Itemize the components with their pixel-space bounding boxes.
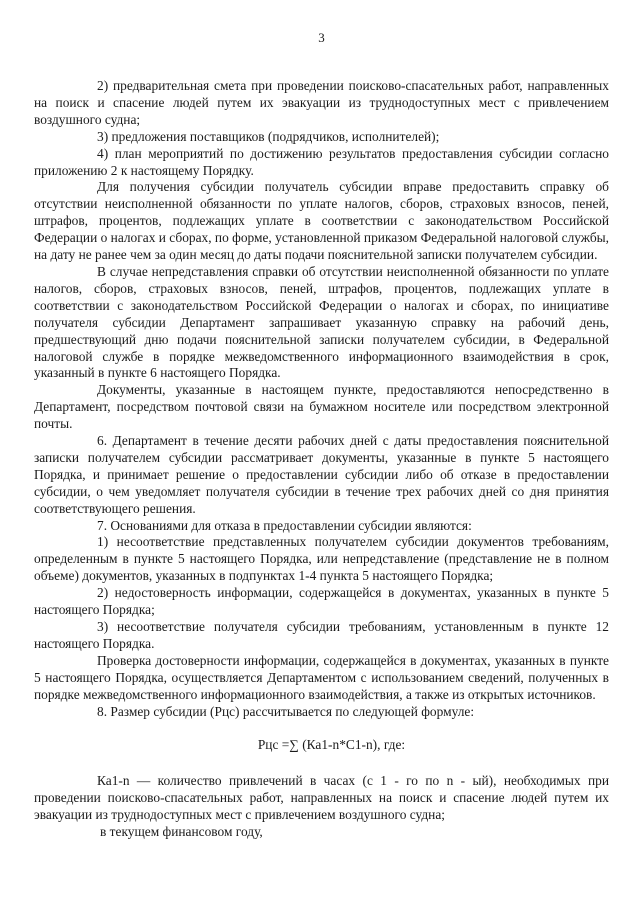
paragraph-item-7-heading: 7. Основаниями для отказа в предоставлении субсидии являются: [97, 517, 472, 533]
paragraph-verification: Проверка достоверности информации, содержащейся в документах, указанных в пункте 5 настоящего Порядка, осуществляется Департаментом с использованием сведений, полученных в порядке межведомственного информационного взаимодействия, а также из открытых источников. [34, 652, 609, 702]
subsidy-formula: Рцс =∑ (Ка1-n*C1-n), где: [257, 737, 406, 753]
page-number: 3 [318, 30, 325, 45]
paragraph-refusal-reason-2: 2) недостоверность информации, содержащейся в документах, указанных в пункте 5 настоящего Порядка; [34, 585, 609, 618]
paragraph-tax-certificate-request: В случае непредставления справки об отсутствии неисполненной обязанности по уплате налогов, сборов, страховых взносов, пеней, штрафов, процентов, подлежащих уплате в соответствии с законодательством Российской Федерации о налогах и сборах, по инициативе получателя субсидии Департамент запрашивает указанную справку на рабочий день, предшествующий дню подачи пояснительной записки получателем субсидии, в Федеральной налоговой службе в порядке межведомственного информационного взаимодействия в срок, указанный в пункте 6 настоящего Порядка. [34, 263, 609, 381]
paragraph-estimate: 2) предварительная смета при проведении поисково-спасательных работ, направленных на поиск и спасение людей путем их эвакуации из труднодоступных мест с привлечением воздушного судна; [34, 78, 609, 127]
document-body [34, 78, 609, 841]
paragraph-item-6: 6. Департамент в течение десяти рабочих дней с даты предоставления пояснительной записки получателем субсидии рассматривает документы, указанные в пункте 5 настоящего Порядка, и принимает решение о предоставлении субсидии либо об отказе в предоставлении субсидии, о чем уведомляет получателя субсидии в течение трех рабочих дней со дня принятия соответствующего решения. [34, 433, 609, 516]
paragraph-supplier-offers: 3) предложения поставщиков (подрядчиков, исполнителей); [97, 128, 440, 144]
paragraph-document-submission: Документы, указанные в настоящем пункте, предоставляются непосредственно в Департамент, посредством почтовой связи на бумажном носителе или посредством электронной почты. [34, 382, 609, 432]
paragraph-formula-definition: Ка1-n — количество привлечений в часах (с 1 - го по n - ый), необходимых при проведении поисково-спасательных работ, направленных на поиск и спасение людей путем их эвакуации из труднодоступных мест с привлечением воздушного судна; [34, 773, 609, 823]
paragraph-item-8: 8. Размер субсидии (Рцс) рассчитывается по следующей формуле: [97, 703, 475, 719]
paragraph-current-year: в текущем финансовом году, [100, 824, 263, 840]
paragraph-action-plan: 4) план мероприятий по достижению результатов предоставления субсидии согласно приложению 2 к настоящему Порядку. [34, 145, 609, 178]
paragraph-refusal-reason-3: 3) несоответствие получателя субсидии требованиям, установленным в пункте 12 настоящего Порядка. [34, 619, 609, 651]
paragraph-tax-certificate: Для получения субсидии получатель субсидии вправе предоставить справку об отсутствии неисполненной обязанности по уплате налогов, сборов, страховых взносов, пеней, штрафов, процентов, подлежащих уплате в соответствии с законодательством Российской Федерации о налогах и сборах, по форме, установленной приказом Федеральной налоговой службы, на дату не ранее чем за один месяц до даты подачи пояснительной записки получателем субсидии. [34, 179, 609, 263]
paragraph-refusal-reason-1: 1) несоответствие представленных получателем субсидии документов требованиям, определенным в пункте 5 настоящего Порядка, или непредставление (представление не в полном объеме) документов, указанных в подпунктах 1-4 пункта 5 настоящего Порядка; [34, 534, 609, 584]
